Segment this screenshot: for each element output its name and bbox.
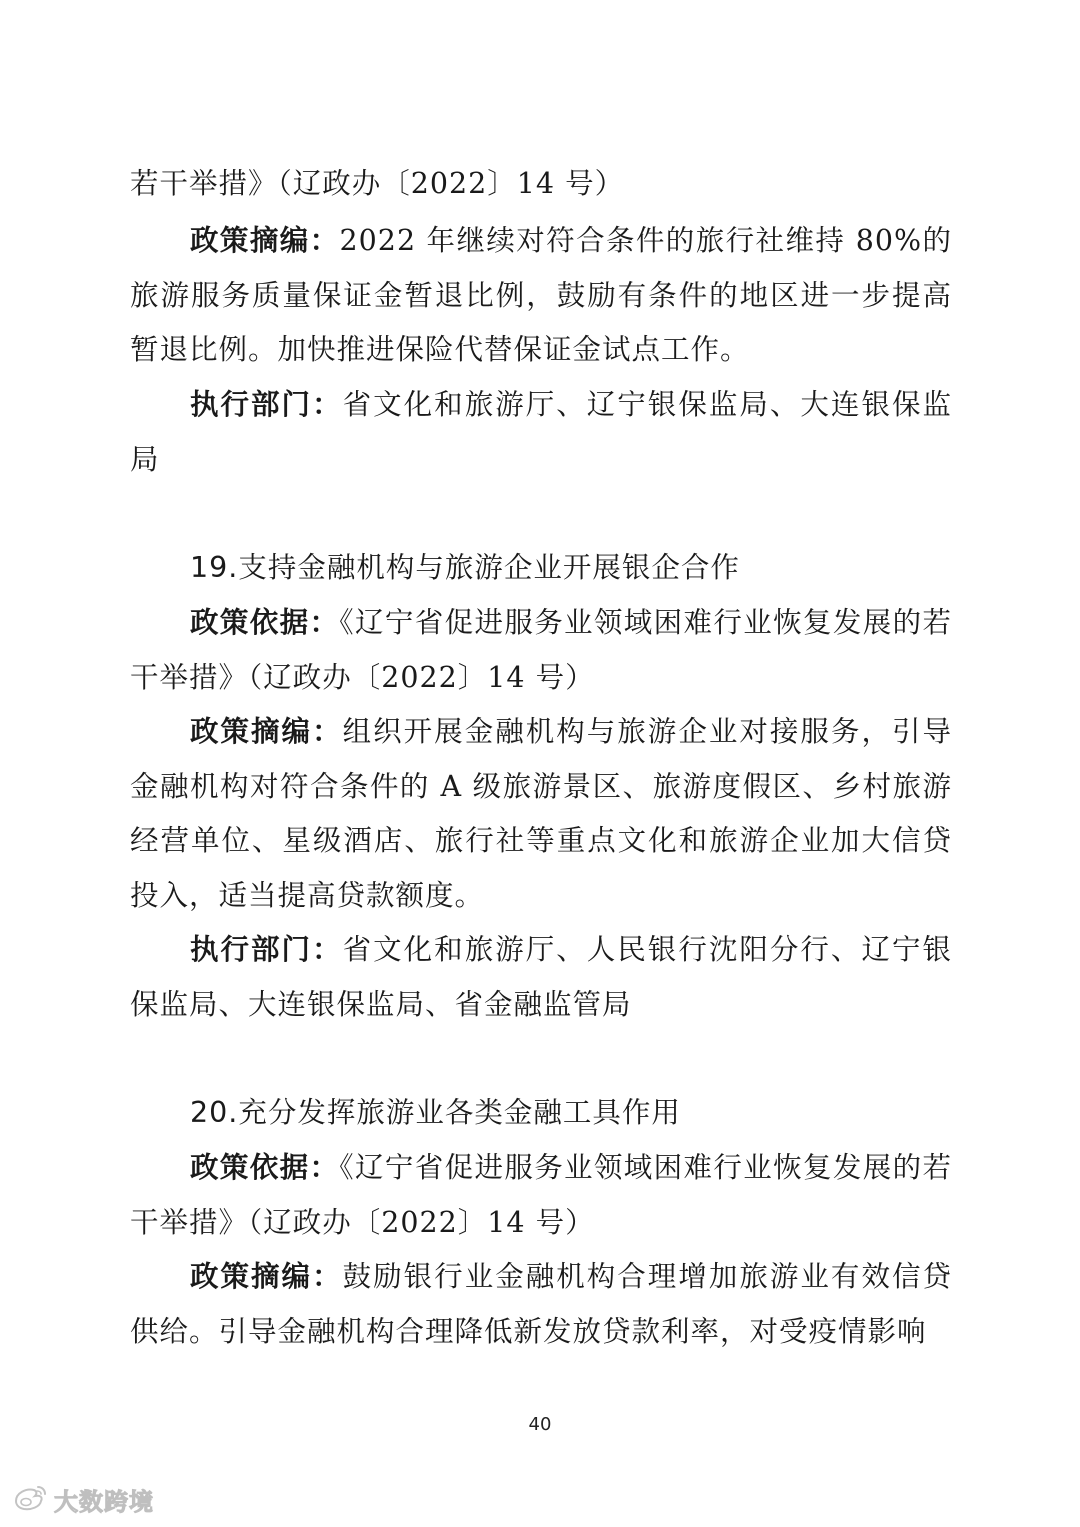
- page-number: 40: [528, 1414, 552, 1435]
- paragraph-text: 若干举措》（辽政办〔2022〕14 号）: [130, 167, 625, 200]
- watermark: [12, 1482, 154, 1517]
- paragraph-continuation: [130, 157, 952, 212]
- policy-summary-paragraph: [130, 705, 952, 923]
- section-heading-text: 20.充分发挥旅游业各类金融工具作用: [190, 1096, 681, 1129]
- policy-basis-text: 《辽宁省促进服务业领域困难行业恢复发展的若干举措》（辽政办〔2022〕14 号）: [130, 1151, 952, 1239]
- policy-summary-paragraph: [130, 214, 952, 378]
- section-heading-19: [130, 541, 952, 596]
- executing-department-paragraph: [130, 378, 952, 487]
- policy-basis-paragraph: [130, 596, 952, 705]
- executing-department-label: 执行部门：: [190, 388, 343, 421]
- section-heading-20: [130, 1086, 952, 1141]
- policy-summary-text: 组织开展金融机构与旅游企业对接服务，引导金融机构对符合条件的 A 级旅游景区、旅游度假区、乡村旅游经营单位、星级酒店、旅行社等重点文化和旅游企业加大信贷投入，适当提高贷款额度。: [130, 715, 952, 912]
- watermark-text: 大数跨境: [54, 1488, 154, 1516]
- policy-summary-text: 鼓励银行业金融机构合理增加旅游业有效信贷供给。引导金融机构合理降低新发放贷款利率，对受疫情影响: [130, 1260, 952, 1348]
- policy-basis-paragraph: [130, 1141, 952, 1250]
- policy-summary-label: 政策摘编：: [190, 715, 343, 748]
- executing-department-paragraph: [130, 923, 952, 1032]
- policy-summary-text: 2022 年继续对符合条件的旅行社维持 80%的旅游服务质量保证金暂退比例，鼓励有条件的地区进一步提高暂退比例。加快推进保险代替保证金试点工作。: [130, 224, 952, 366]
- policy-summary-label: 政策摘编：: [190, 1260, 343, 1293]
- policy-summary-paragraph: [130, 1250, 952, 1359]
- executing-department-text: 省文化和旅游厅、辽宁银保监局、大连银保监局: [130, 388, 952, 476]
- policy-basis-label: 政策依据：: [190, 606, 340, 639]
- section-heading-text: 19.支持金融机构与旅游企业开展银企合作: [190, 551, 740, 584]
- policy-basis-label: 政策依据：: [190, 1151, 340, 1184]
- weibo-logo-icon: [12, 1483, 48, 1517]
- executing-department-label: 执行部门：: [190, 933, 343, 966]
- policy-summary-label: 政策摘编：: [190, 224, 340, 257]
- policy-basis-text: 《辽宁省促进服务业领域困难行业恢复发展的若干举措》（辽政办〔2022〕14 号）: [130, 606, 952, 694]
- executing-department-text: 省文化和旅游厅、人民银行沈阳分行、辽宁银保监局、大连银保监局、省金融监管局: [130, 933, 952, 1021]
